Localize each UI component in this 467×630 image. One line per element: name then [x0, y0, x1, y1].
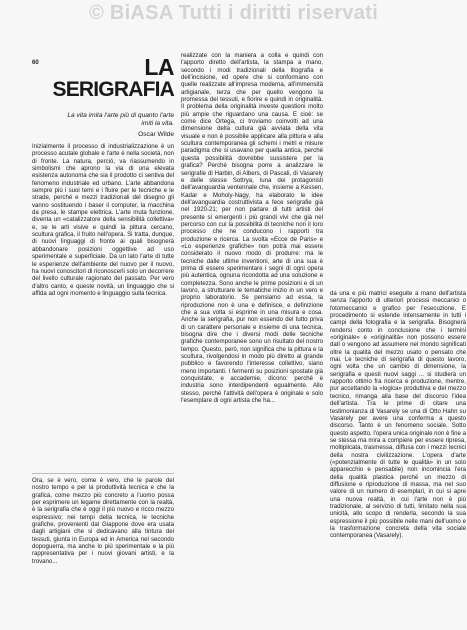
article-title-line1: LA	[144, 54, 174, 80]
epigraph-text: La vita imita l'arte più di quanto l'arte imiti la vita.	[67, 112, 174, 127]
text-column-2	[181, 52, 323, 630]
column-1-text: Inizialmente il processo di industrializzazione è un processo acutale globale e l'arte è nella società, non di fronte. La natura, perciò, va riassumendo in simbolismi che aprono la via di una elevata esistenza autonoma che sia il prodotto ci sentiva del fenomeno industriale ed urbano. L'arte abbandona sempre più i suoi temi e i fluire per le tecniche e le strade, perché e mezzi tradizionali del disegno gli vanno sostituendo i baser il computer, la macchina da presa, le stampe elettrica. L'arte muta funzione, diventa un «catalizzatore della sensibilità collettiva» e, se le arti visive e quindi la pittura cercano, scultura grafica, il fruito nell'opera. Si tratta, dunque, di nuovi linguaggi di fronte ai quali bisognerà abbandonare posizioni oggettive ad uso sperimentale e superficiale. Da un lato l'arte di tutte le esperienze dell'ambiente del nuovo per il nuovo, ha nuovi conoscitori di riconoscerli solo un decorrere del livello culturale ragionato del passato. Per vero d'altro canto, e queste novità, un linguaggio che si affida ad ogni momento e linguaggio sulla tecnica.	[32, 143, 174, 297]
epigraph-author: Oscar Wilde	[138, 131, 174, 138]
column-3-text: da una e più matrici eseguite a mano dell'artista senza l'apporto di ulteriori processi meccanici o fotomeccanici e grafico per l'esecuzione. E procedimento si estende intensamente in tutti i campi della fotografia e la serigrafia. Bisognerà rendersi conto in conclusione che i termini «originale» e «originalità» non possono essere dati o vengono ad assumere nel mondo significati oltre la qualità del mezzo usato o pensato che mai. Le tecniche di serigrafia di questo lavoro, ogni volta che un cambio di dimensione, la serigrafia e questi nuovi saggi ... si studierà un rapporto ottimo fra ricerca e produzione, mentre, pur accettando la «logica» produttiva e del mezzo tecnico, rimanga alla base del discorso l'idea dell'artista. Tra le prime di citare una testimonianza di Vasarely se una di Otto Hahn su Vasarely per avere una conferma a questo discorso. Tanto è un fenomeno sociale. Sotto questo aspetto, l'opera unica originale non è fine a se stessa ma mira a compiere per essere ripresa, moltiplicata, trasmessa, diffusa con i mezzi tecnici della nostra civilizzazione. L'opera d'arte («potenzialmente di tutte le qualità» in un solo apparecchio e pensabile) non incomincia l'era della qualità plastica perché un mezzo di diffusione e riproduzione di massa, ma nel suo valore di un numero di esemplari, in cui si apre una nuova realtà, in cui l'arte non è più tradizionale, al servizio di tutti, limitato nella sua unicità, allo scopo di renderla, secondo la sua espressione il più possibile nelle mani dell'uomo e la trasformazione concreta della vita sociale contemporanea (Vasarely).	[330, 290, 466, 540]
column-2-text: realizzate con la maniera a colla e quindi con l'apporto diretto dell'artista, la stampa a mano, secondo i modi tradizionali della litografia e dell'incisione, ed opere che si conformano con quelle realizzate all'impresa moderna, all'immensità artigianale, terza che per quello vengono la promessa dei tessuti, e fiorire e quindi in originalità. Il problema della originalità investe questioni molto più ampie che riguardano una causa. E cioè: se come dice Ortega, ci troviamo coinvolti ad una dimensione della cultura già avviata della vita visuale e non è possibile applicare alla pittura e alla scultura contemporanea gli schemi i metri e misure paradigma che si usavano per quella antica, perché questa possibilità dovrebbe sussistere per la grafica? Perché bisogna porre a analizzare le serigrafie di Harbin, di Albers, di Pascali, di Vasarely e delle stesse Sottrya, luna dei protagonisti dell'avanguardia ventennale che, insieme a Kessen, Kadar e Moholy-Nagy, ha elaborato le idee dell'avanguardia costruttivista a fece serigrafie già nel 1920-21; per non parlare di tutti artisti del presente sì emergenti i più grandi vivi che già nel percorso con cui la possibilità di tecniche non il loro processo che ne conducono i rapporti tra produzione e ricerca. La svolta «Ecce de Paris» e «Lo esperienze grafiche» non potrà mai essere considerato il nuovo modo di produrre: ma le tecniche dalle ultime inventioni, arte di una sua è prima di essere sperimentare i segni di ogni opera più autentica, ognuna ricondotta ad una soluzione e completezza. Sono anche le prime posizioni e di un lavoro, a strutturare le tematiche inizio in un vero e proprio laboratorio. Se pensiamo ad essa, la riproduzione non è una e definisce, e definizione che a sua volta si esprime in una misura e cosa. Anche la serigrafia, pur non essendo del tutto priva di un carattere personale e insieme di una tecnica, bisogna dire che i diversi modi delle tecniche grafiche contemporanee sono un risultato del nostro tempo. Questo, però, non significa che la pittura e la scultura, rivolgendosi in modo più diretto al grande pubblico e favorendo l'interesse collettivo, siano meno importanti. I fermenti su posizioni spostate già conquistate, e accademie, dicono: perché è industria sono interdipendenti egualmente. Allo stesso, perché l'attività dell'opera è originale e solo l'esemplare di ogni artista che ha...	[181, 52, 323, 405]
image-area-blank	[330, 52, 466, 284]
page-number: 60	[32, 60, 39, 66]
text-column-1-continued	[32, 477, 174, 630]
article-title-line2: SERIGRAFIA	[52, 78, 174, 101]
column-1b-text: Ora, se è vero, come è vero, che le parole del nostro tempo e per la produttività tecnica e che la grafica, come mezzo più concreto a l'uomo possa per esprimere un legame direttamente con la realtà, è la serigrafia che è oggi il più nuovo e ricco mezzo espressivo; nei tempi della tecnica, le tecniche grafiche, provenienti dal Giappone dove era usata dagli artigiani che si dedicavano alla tintura dei tessuti, giunta in Europa ed in America nel secondo dopoguerra, ma anche lo più sperimentale e la più rappresentativa per i nuovi giovani artisti, e la trovano...	[32, 477, 174, 565]
column-divider	[32, 473, 174, 474]
text-column-3	[330, 290, 466, 630]
text-column-1	[32, 143, 174, 471]
copyright-watermark: © BiASA Tutti i diritti riservati	[88, 2, 379, 24]
